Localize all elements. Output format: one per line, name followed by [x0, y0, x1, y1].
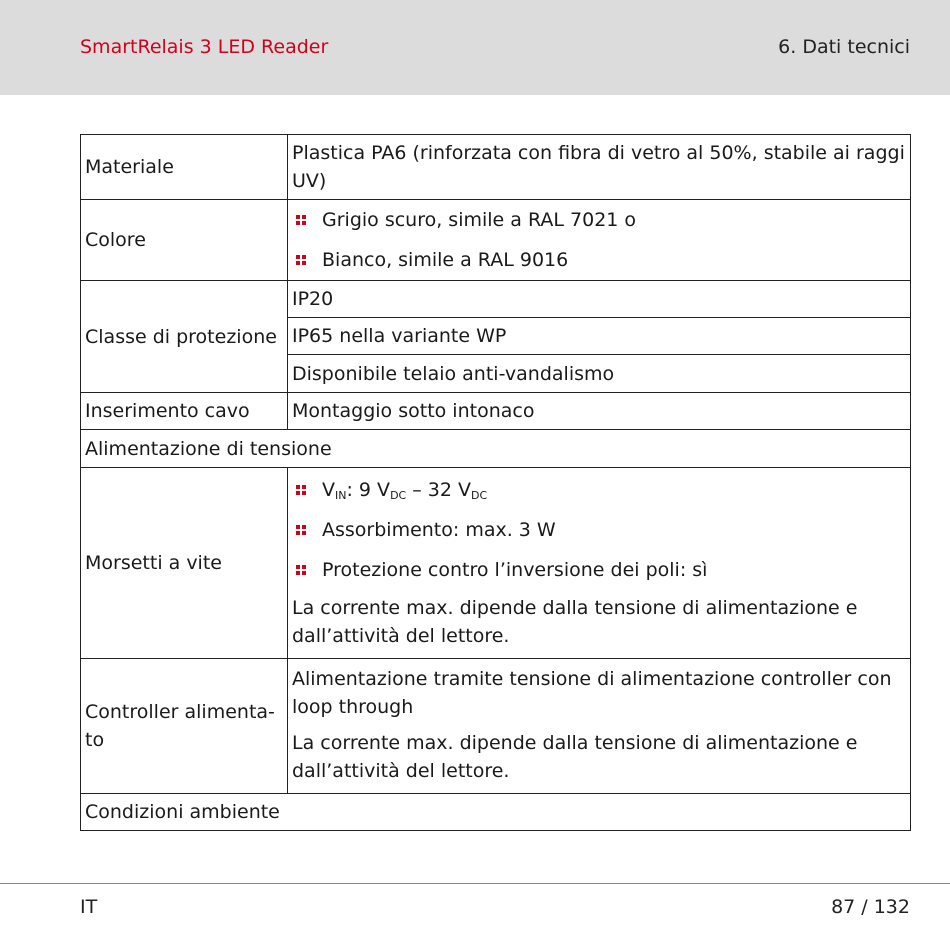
table-row: [81, 430, 911, 468]
table-row: [81, 659, 911, 794]
table-row: [81, 794, 911, 831]
cable-label: Inserimento cavo: [81, 393, 288, 430]
screw-terminals-label: Morsetti a vite: [81, 468, 288, 659]
page-number: 87 / 132: [831, 896, 910, 918]
current-note: La corrente max. dipende dalla tensione di alimentazione e dall’attività del lettore.: [292, 732, 858, 782]
table-row: [81, 468, 911, 659]
red-square-bullet-icon: [296, 485, 306, 495]
dc-subscript: DC: [471, 489, 488, 502]
list-item: [292, 550, 906, 590]
current-note: La corrente max. dipende dalla tensione di alimentazione e dall’attività del lettore.: [292, 597, 858, 647]
red-square-bullet-icon: [296, 255, 306, 265]
power-section-heading: Alimentazione di tensione: [81, 430, 911, 468]
material-value: Plastica PA6 (rinforzata con fibra di vetro al 50%, stabile ai raggi UV): [288, 135, 911, 200]
list-item: [292, 470, 906, 510]
technical-data-table: [80, 134, 911, 831]
controller-power-label: Controller alimenta-to: [81, 659, 288, 794]
list-item: [292, 240, 906, 280]
chapter-title: 6. Dati tecnici: [778, 36, 910, 58]
dc-subscript: DC: [390, 489, 407, 502]
protection-ip20: IP20: [288, 281, 911, 318]
reverse-polarity-protection: Protezione contro l’inversione dei poli: sì: [322, 559, 708, 581]
list-item: [292, 510, 906, 550]
footer-divider: [0, 883, 950, 884]
red-square-bullet-icon: [296, 565, 306, 575]
input-voltage: [322, 476, 487, 504]
vin-max-value: – 32 V: [406, 479, 472, 501]
controller-power-values: [288, 659, 911, 794]
table-row: [81, 281, 911, 318]
red-square-bullet-icon: [296, 215, 306, 225]
vin-min-value: : 9 V: [346, 479, 391, 501]
language-code: IT: [80, 896, 98, 918]
controller-power-description: Alimentazione tramite tensione di alimentazione controller con loop through: [292, 668, 892, 718]
vin-symbol: V: [322, 479, 335, 501]
colour-values: [288, 200, 911, 281]
protection-label: Classe di protezione: [81, 281, 288, 393]
protection-vandal-frame: Disponibile telaio anti-vandalismo: [288, 355, 911, 393]
protection-ip65: IP65 nella variante WP: [288, 318, 911, 355]
ambient-section-heading: Condizioni ambiente: [81, 794, 911, 831]
list-item: [292, 200, 906, 240]
red-square-bullet-icon: [296, 525, 306, 535]
colour-option-dark-grey: Grigio scuro, simile a RAL 7021 o: [322, 209, 637, 231]
material-label: Materiale: [81, 135, 288, 200]
vin-subscript: IN: [335, 489, 347, 502]
screw-terminals-values: [288, 468, 911, 659]
power-consumption: Assorbimento: max. 3 W: [322, 519, 556, 541]
table-row: [81, 393, 911, 430]
table-row: [81, 200, 911, 281]
document-title: SmartRelais 3 LED Reader: [80, 36, 329, 58]
colour-option-white: Bianco, simile a RAL 9016: [322, 249, 569, 271]
table-row: [81, 135, 911, 200]
page-header: [0, 0, 950, 95]
cable-value: Montaggio sotto intonaco: [288, 393, 911, 430]
colour-label: Colore: [81, 200, 288, 281]
